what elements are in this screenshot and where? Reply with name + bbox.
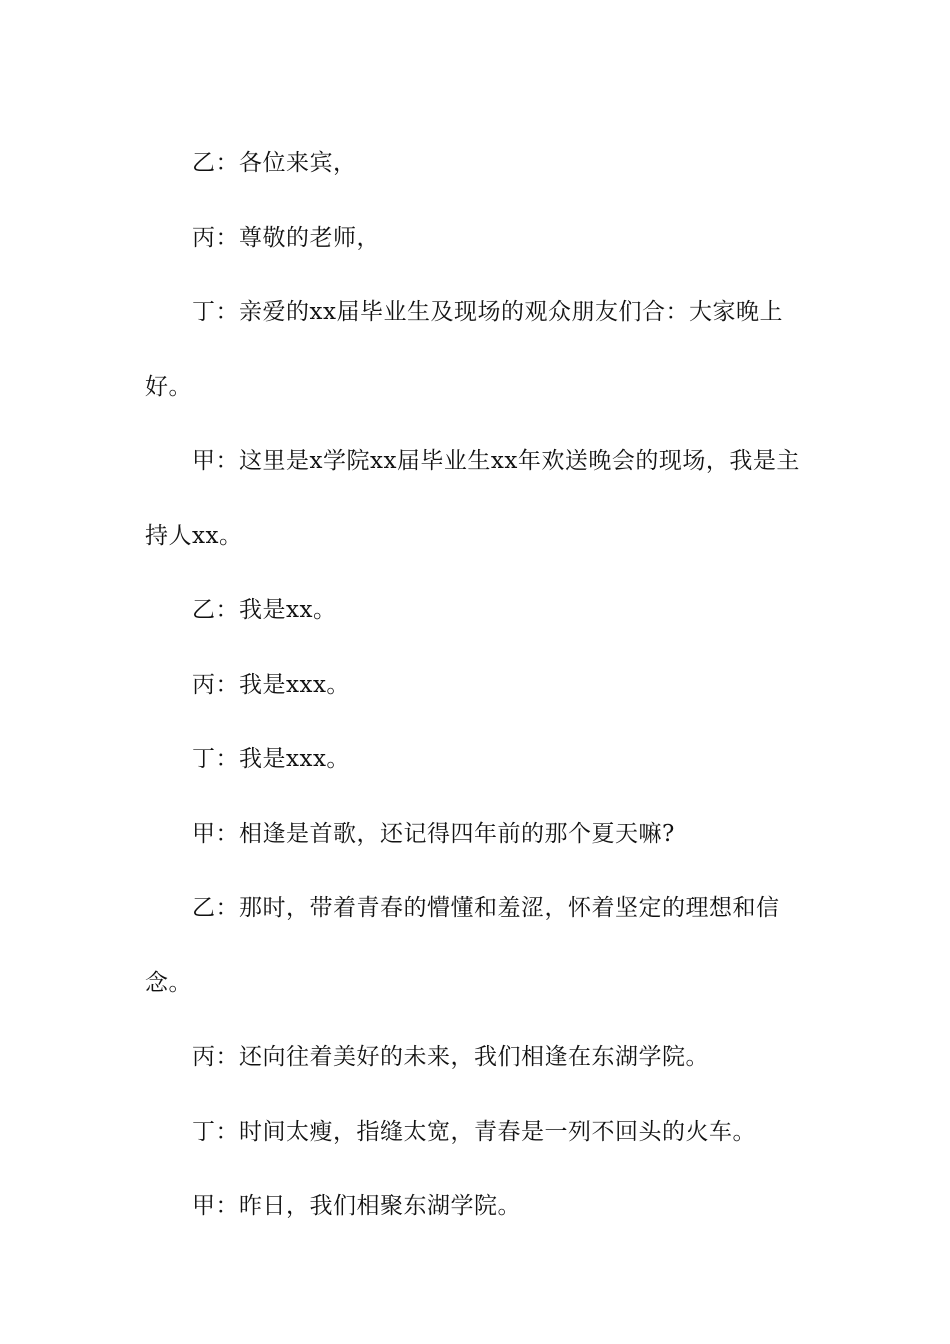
paragraph: 甲：这里是x学院xx届毕业生xx年欢送晚会的现场，我是主持人xx。	[145, 448, 800, 549]
paragraph: 丙：尊敬的老师，	[192, 224, 380, 251]
paragraph: 丁：时间太瘦，指缝太宽，青春是一列不回头的火车。	[192, 1118, 756, 1145]
script-body	[145, 126, 810, 1244]
paragraph: 乙：那时，带着青春的懵懂和羞涩，怀着坚定的理想和信念。	[145, 895, 780, 996]
paragraph: 乙：我是xx。	[192, 597, 337, 623]
paragraph: 乙：各位来宾，	[192, 150, 357, 176]
paragraph: 丙：还向往着美好的未来，我们相逢在东湖学院。	[192, 1044, 709, 1070]
paragraph: 丁：我是xxx。	[192, 746, 350, 772]
paragraph: 丙：我是xxx。	[192, 671, 350, 698]
paragraph: 丁：亲爱的xx届毕业生及现场的观众朋友们合：大家晚上好。	[145, 299, 783, 400]
paragraph: 甲：相逢是首歌，还记得四年前的那个夏天嘛?	[192, 820, 675, 847]
paragraph: 甲：昨日，我们相聚东湖学院。	[192, 1193, 521, 1219]
